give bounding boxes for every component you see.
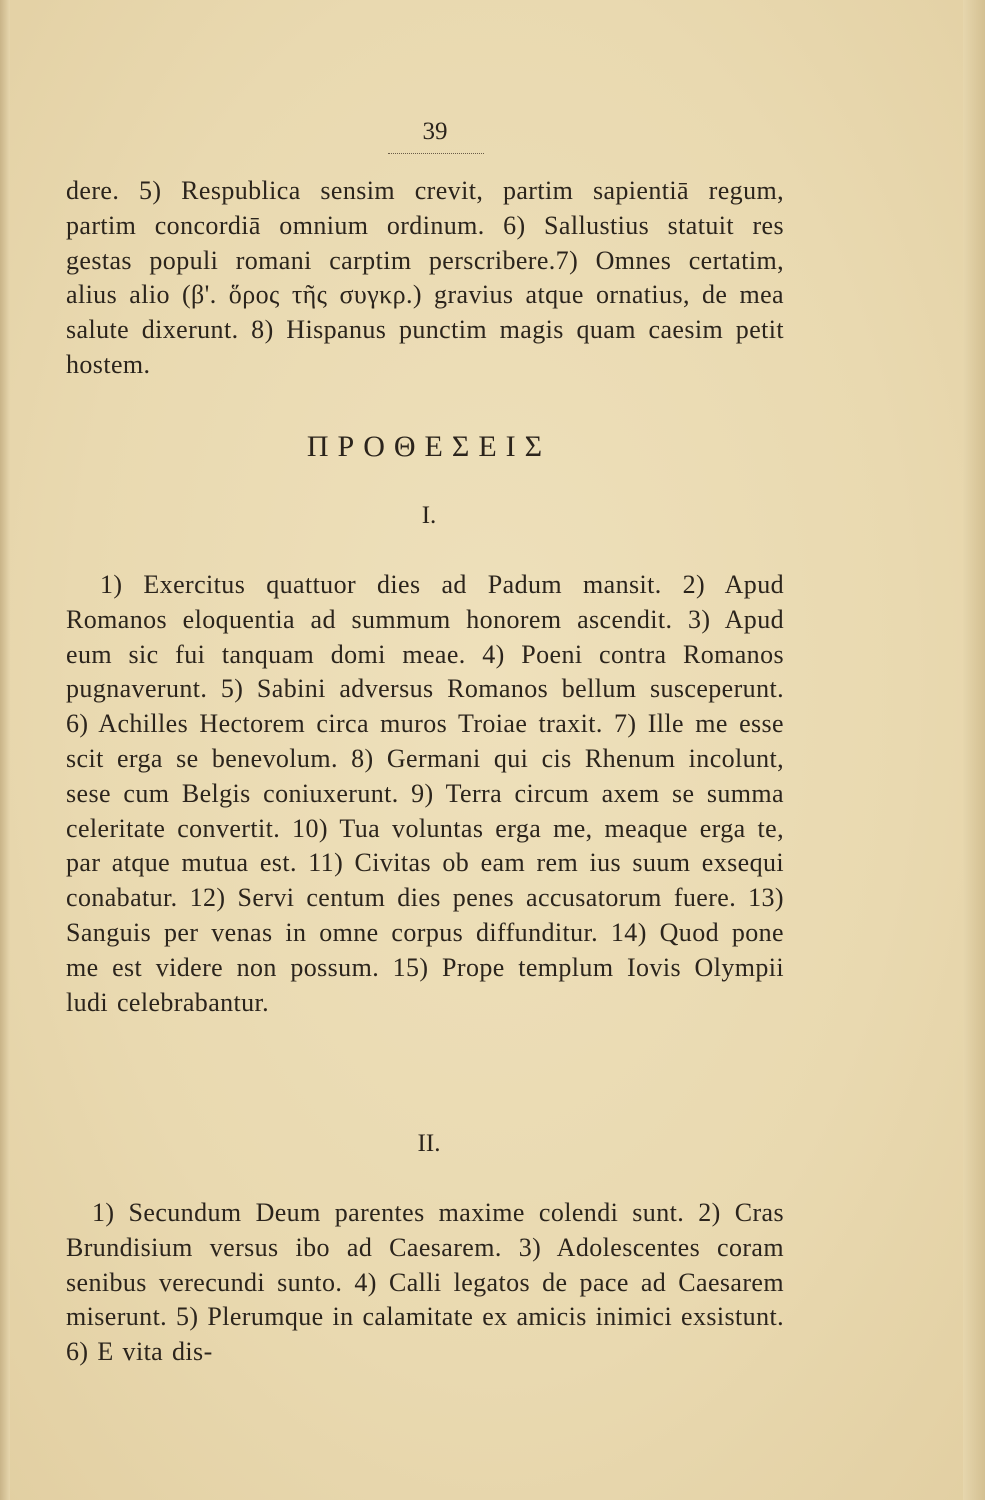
intro-paragraph: dere. 5) Respublica sensim crevit, partim sapientiā regum, partim concordiā omnium ordinum. 6) Sallustius statuit res gestas populi romani carptim perscribere.7) Omnes certatim, alius alio (β'. ὅρος τῆς συγκρ.) gravius atque ornatius, de mea salute dixerunt. 8) Hispanus punctim magis quam caesim petit hostem.	[66, 176, 784, 379]
exercise-2-text: 1) Secundum Deum parentes maxime colendi sunt. 2) Cras Brundisium versus ibo ad Caesarem. 3) Adolescentes coram senibus verecundi sunto. 4) Calli legatos de pace ad Caesarem miserunt. 5) Plerumque in calamitate ex amicis inimici exsistunt. 6) E vita dis-	[66, 1198, 784, 1367]
page-number-rule	[388, 153, 484, 154]
page-right-edge	[963, 0, 985, 1500]
page-left-edge	[0, 0, 10, 1500]
section-title: ΠΡΟΘΕΣΕΙΣ	[306, 430, 552, 463]
page-number: 39	[422, 118, 448, 145]
exercise-1-numeral: I.	[421, 502, 437, 529]
exercise-1-text: 1) Exercitus quattuor dies ad Padum mansit. 2) Apud Romanos eloquentia ad summum honorem ascendit. 3) Apud eum sic fui tanquam domi meae. 4) Poeni contra Romanos pugnaverunt. 5) Sabini adversus Romanos bellum susceperunt. 6) Achilles Hectorem circa muros Troiae traxit. 7) Ille me esse scit erga se benevolum. 8) Germani qui cis Rhenum incolunt, sese cum Belgis coniuxerunt. 9) Terra circum axem se summa celeritate convertit. 10) Tua voluntas erga me, meaque erga te, par atque mutua est. 11) Civitas ob eam rem ius suum exsequi conabatur. 12) Servi centum dies penes accusatorum fuere. 13) Sanguis per venas in omne corpus diffunditur. 14) Quod pone me est videre non possum. 15) Prope templum Iovis Olympii ludi celebrabantur.	[66, 570, 784, 1017]
exercise-2-numeral: II.	[417, 1130, 441, 1157]
